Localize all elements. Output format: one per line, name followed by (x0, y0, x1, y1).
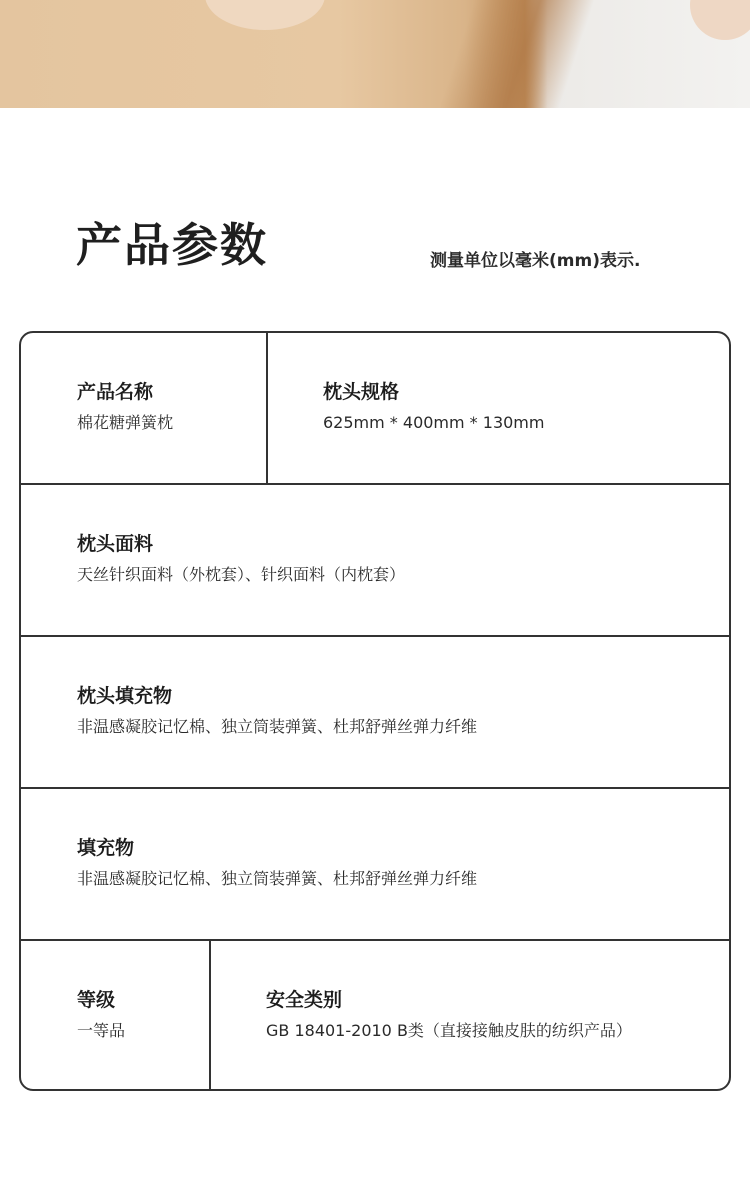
row-divider (21, 787, 729, 789)
pillow-filling-label: 枕头填充物 (77, 685, 173, 707)
spec-table (19, 331, 731, 1091)
fabric-value: 天丝针织面料（外枕套）、针织面料（内枕套） (77, 565, 406, 584)
spec-cell-pillow-size (323, 379, 544, 435)
spec-cell-safety (266, 987, 632, 1043)
safety-label: 安全类别 (266, 989, 343, 1011)
unit-note: 测量单位以毫米(mm)表示. (430, 251, 641, 271)
hand-shape (205, 0, 325, 30)
pillow-size-value: 625mm * 400mm * 130mm (323, 413, 545, 432)
spec-cell-pillow-filling (77, 683, 477, 739)
row-divider (21, 483, 729, 485)
product-name-value: 棉花糖弹簧枕 (77, 413, 174, 432)
pillow-filling-value: 非温感凝胶记忆棉、独立筒装弹簧、杜邦舒弹丝弹力纤维 (77, 717, 478, 736)
spec-cell-grade (77, 987, 125, 1043)
fabric-label: 枕头面料 (77, 533, 154, 555)
spec-cell-filling (77, 835, 477, 891)
filling-label: 填充物 (77, 837, 135, 859)
page-title: 产品参数 (76, 218, 268, 272)
pillow-edge-shadow (429, 0, 601, 108)
spec-cell-fabric (77, 531, 405, 587)
safety-value: GB 18401-2010 B类（直接接触皮肤的纺织产品） (266, 1021, 632, 1040)
row-divider (21, 939, 729, 941)
filling-value: 非温感凝胶记忆棉、独立筒装弹簧、杜邦舒弹丝弹力纤维 (77, 869, 478, 888)
hero-photo (0, 0, 750, 108)
grade-value: 一等品 (77, 1021, 126, 1040)
grade-label: 等级 (77, 989, 116, 1011)
product-name-label: 产品名称 (77, 381, 154, 403)
row-divider (21, 635, 729, 637)
column-divider (209, 939, 211, 1091)
pillow-size-label: 枕头规格 (323, 381, 400, 403)
column-divider (266, 333, 268, 483)
hand-shape-right (690, 0, 750, 40)
spec-cell-product-name (77, 379, 173, 435)
